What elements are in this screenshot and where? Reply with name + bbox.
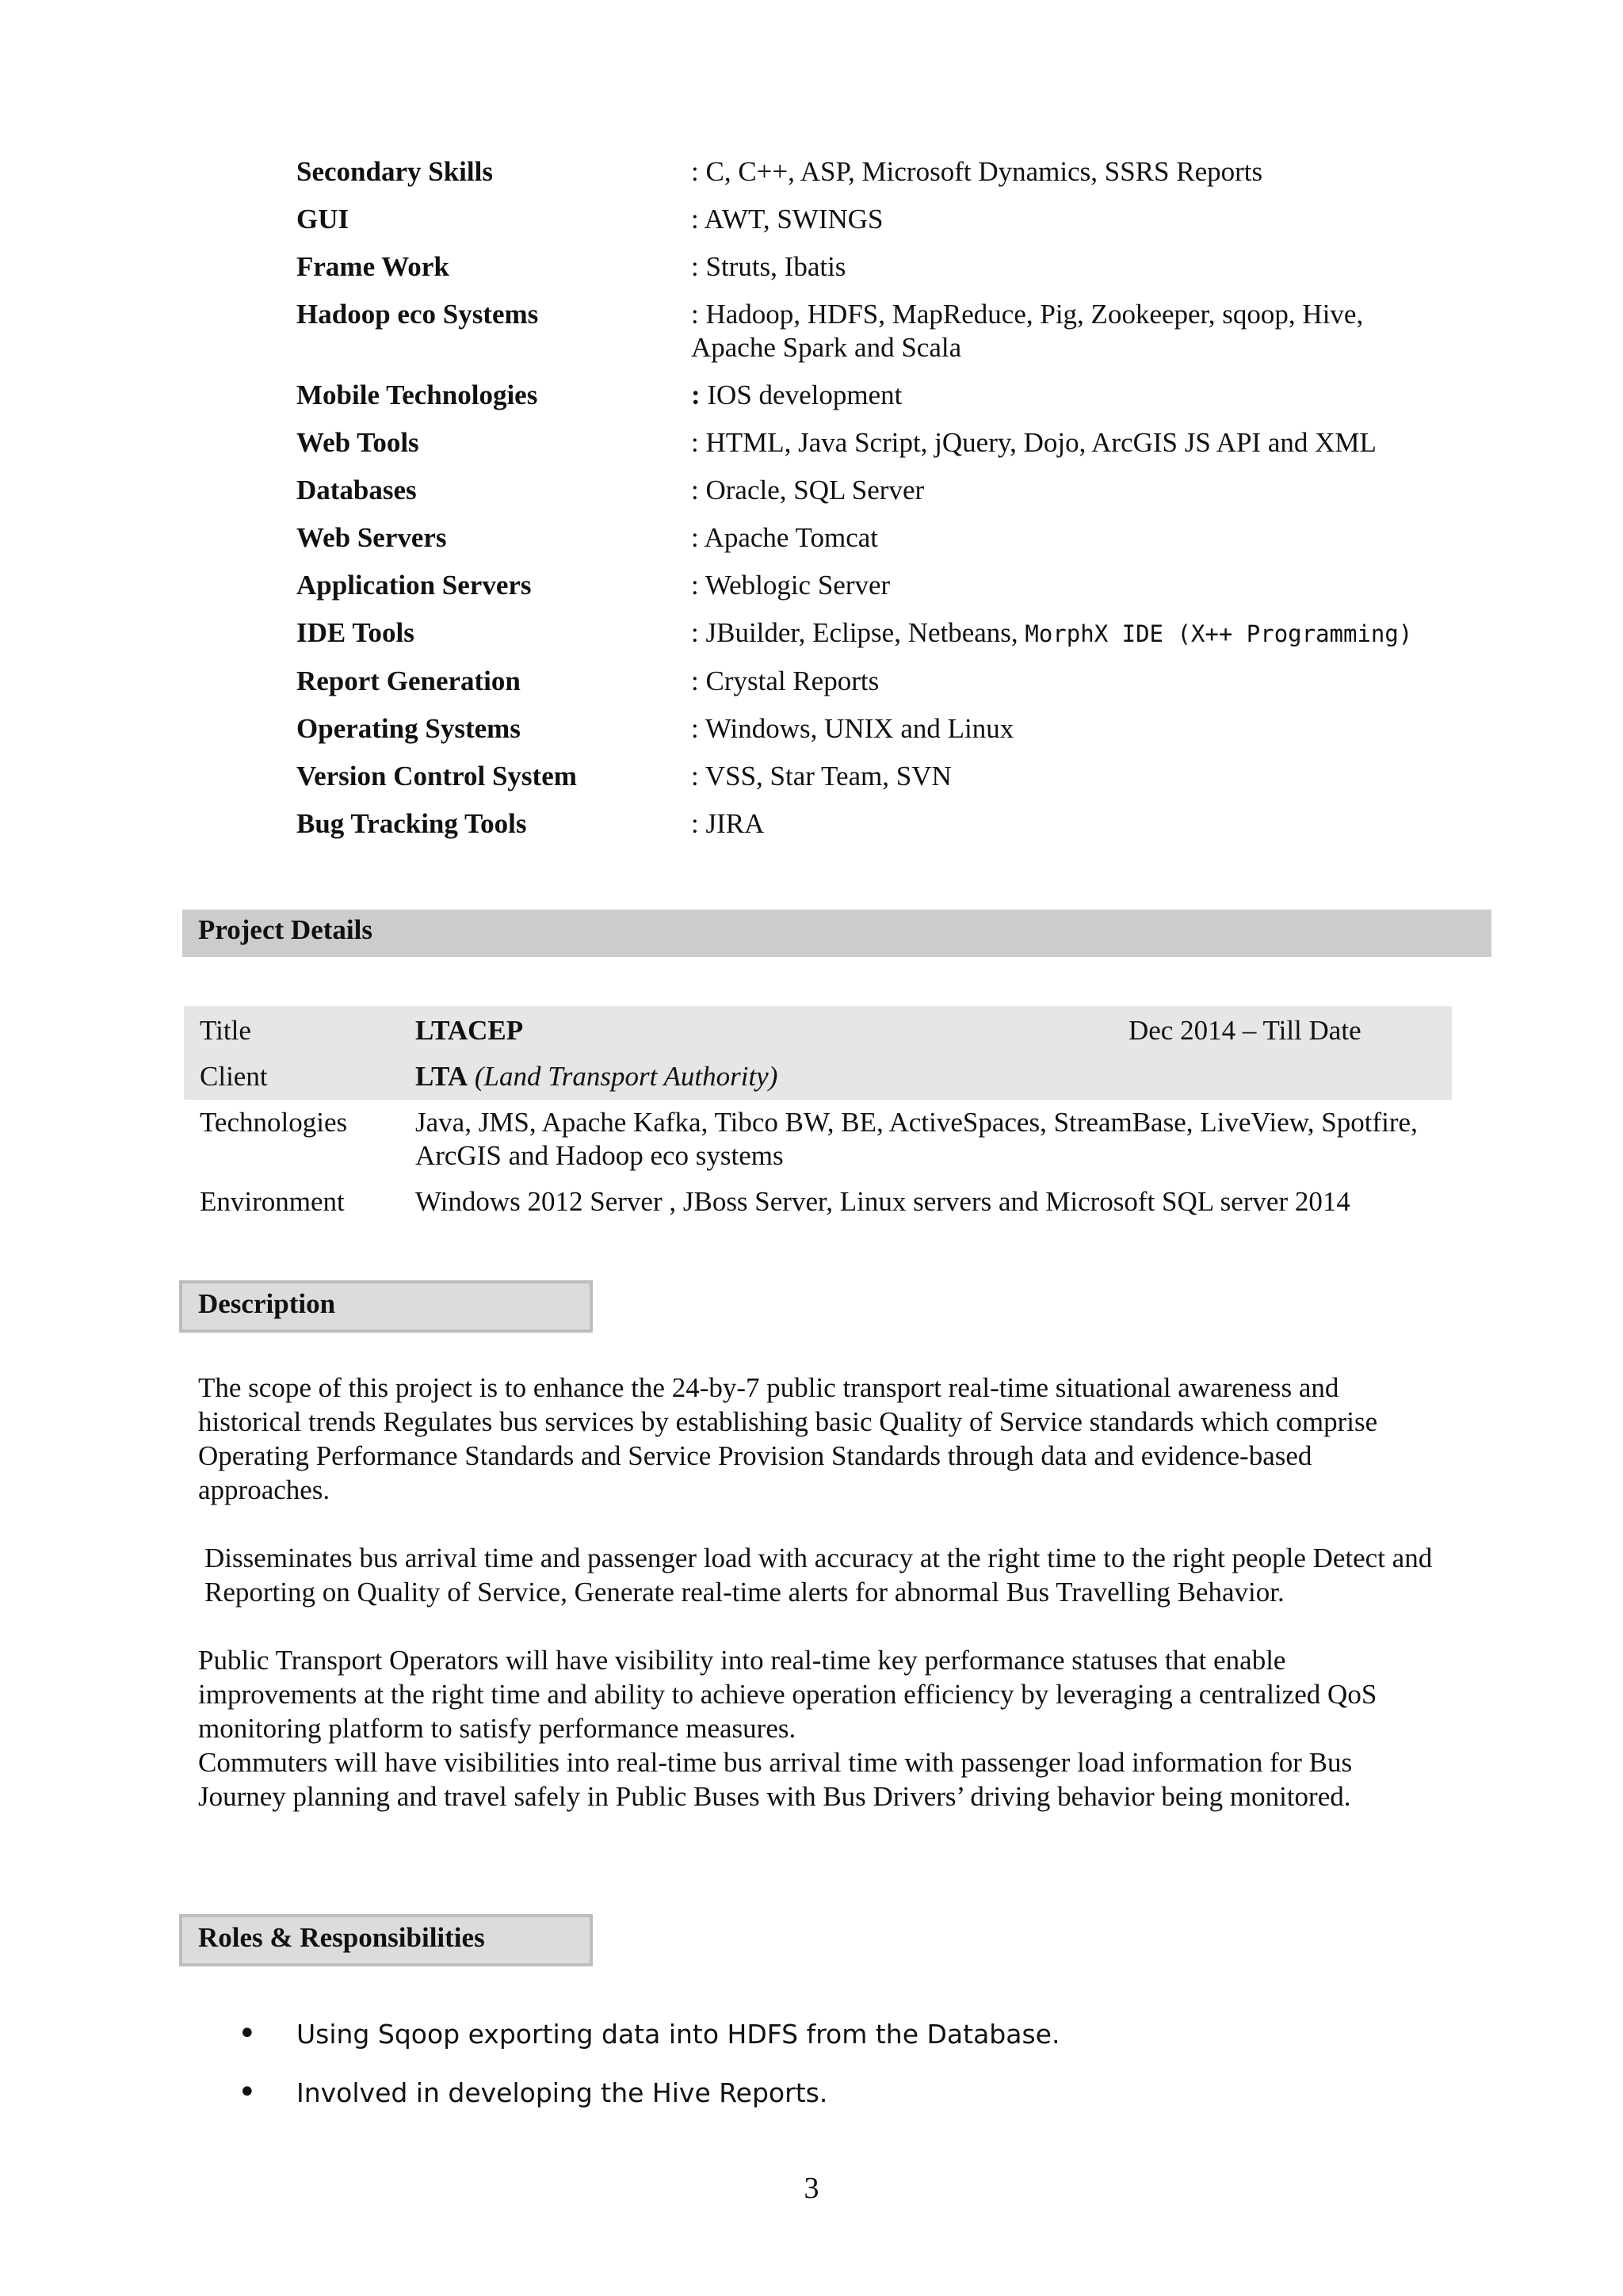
skill-value: : Weblogic Server	[691, 570, 891, 601]
skill-value-text: : JBuilder, Eclipse, Netbeans,	[691, 617, 1025, 648]
skill-label: Operating Systems	[296, 713, 521, 744]
project-date: Dec 2014 – Till Date	[1128, 1015, 1361, 1046]
skill-label: Secondary Skills	[296, 156, 493, 187]
skill-row	[296, 665, 1453, 698]
role-text: Using Sqoop exporting data into HDFS from the Database.	[296, 2018, 1060, 2050]
skill-row	[296, 298, 1453, 364]
description-body	[198, 1371, 1434, 1814]
skill-label: Web Servers	[296, 522, 447, 553]
skill-label: Hadoop eco Systems	[296, 299, 539, 330]
skill-value: : AWT, SWINGS	[691, 204, 884, 235]
list-item	[238, 2076, 1426, 2109]
skill-value-text: IOS development	[700, 379, 903, 410]
project-tech-label: Technologies	[200, 1107, 348, 1138]
skills-list	[296, 155, 1453, 855]
skill-value: : HTML, Java Script, jQuery, Dojo, ArcGIS JS API and XML	[691, 427, 1377, 458]
skill-row	[296, 474, 1453, 507]
skill-label: Version Control System	[296, 761, 577, 791]
description-heading: Description	[179, 1280, 593, 1333]
roles-list	[238, 2017, 1426, 2134]
skill-label: Bug Tracking Tools	[296, 808, 527, 839]
project-client-row	[184, 1054, 1452, 1100]
skill-label: Databases	[296, 475, 417, 505]
skill-row	[296, 760, 1453, 793]
project-env-row	[184, 1179, 1452, 1225]
skill-value	[691, 379, 1452, 412]
skill-row	[296, 569, 1453, 602]
skill-row	[296, 155, 1453, 189]
skill-colon: :	[691, 379, 701, 410]
role-text: Involved in developing the Hive Reports.	[296, 2077, 828, 2108]
bullet-icon: •	[238, 2016, 257, 2052]
skill-row	[296, 250, 1453, 284]
skill-label: Report Generation	[296, 666, 521, 696]
project-table	[184, 1006, 1452, 1225]
client-name: LTA	[415, 1061, 468, 1092]
skill-value: : C, C++, ASP, Microsoft Dynamics, SSRS Reports	[691, 156, 1263, 187]
skill-label: GUI	[296, 204, 349, 235]
skill-row	[296, 203, 1453, 236]
project-tech-row	[184, 1100, 1452, 1179]
skill-row	[296, 426, 1453, 460]
skill-value: : Crystal Reports	[691, 666, 880, 696]
skill-value: : Oracle, SQL Server	[691, 475, 925, 505]
description-paragraph: The scope of this project is to enhance the 24-by-7 public transport real-time situational awareness and historical trends Regulates bus services by establishing basic Quality of Service standards which comprise Operating Performance Standards and Service Provision Standards through data and evidence-based approaches.	[198, 1372, 1378, 1505]
skill-label: Application Servers	[296, 570, 532, 601]
project-title-label: Title	[200, 1015, 251, 1046]
project-tech-value: Java, JMS, Apache Kafka, Tibco BW, BE, ActiveSpaces, StreamBase, LiveView, Spotfire, ArcGIS and Hadoop eco systems	[415, 1107, 1418, 1171]
skill-label: IDE Tools	[296, 617, 414, 648]
project-env-label: Environment	[200, 1186, 345, 1217]
project-env-value: Windows 2012 Server , JBoss Server, Linux servers and Microsoft SQL server 2014	[415, 1186, 1350, 1217]
skill-row	[296, 379, 1453, 412]
skill-value: : JIRA	[691, 808, 765, 839]
roles-heading: Roles & Responsibilities	[179, 1914, 593, 1966]
skill-value: : Apache Tomcat	[691, 522, 878, 553]
skill-row	[296, 616, 1453, 650]
skill-value	[691, 616, 1452, 650]
bullet-icon: •	[238, 2074, 257, 2111]
skill-value: : Windows, UNIX and Linux	[691, 713, 1014, 744]
description-paragraph: Disseminates bus arrival time and passenger load with accuracy at the right time to the right people Detect and Reporting on Quality of Service, Generate real-time alerts for abnormal Bus Travelling Behavior.	[204, 1543, 1433, 1608]
skill-value-mono: MorphX IDE (X++ Programming)	[1025, 620, 1413, 647]
project-title-row	[184, 1006, 1452, 1054]
skill-value: : Struts, Ibatis	[691, 251, 846, 282]
skill-label: Frame Work	[296, 251, 449, 282]
skill-value: : Hadoop, HDFS, MapReduce, Pig, Zookeeper, sqoop, Hive, Apache Spark and Scala	[691, 299, 1364, 363]
skill-row	[296, 712, 1453, 746]
description-paragraph: Public Transport Operators will have visibility into real-time key performance statuses that enable improvements at the right time and ability to achieve operation efficiency by leveraging a centralized QoS monitoring platform to satisfy performance measures.	[198, 1645, 1377, 1744]
skill-value: : VSS, Star Team, SVN	[691, 761, 952, 791]
description-paragraph: Commuters will have visibilities into real-time bus arrival time with passenger load information for Bus Journey planning and travel safely in Public Buses with Bus Drivers’ driving behavior being monitored.	[198, 1747, 1353, 1812]
page-number: 3	[804, 2172, 819, 2205]
project-client-label: Client	[200, 1061, 268, 1092]
project-details-heading: Project Details	[182, 910, 1491, 957]
skill-label: Web Tools	[296, 427, 419, 458]
skill-row	[296, 521, 1453, 555]
skill-label: Mobile Technologies	[296, 379, 538, 410]
project-client-value	[415, 1060, 1445, 1093]
project-title-value: LTACEP	[415, 1015, 524, 1046]
list-item	[238, 2017, 1426, 2050]
client-fullname: (Land Transport Authority)	[468, 1061, 778, 1092]
skill-row	[296, 807, 1453, 841]
